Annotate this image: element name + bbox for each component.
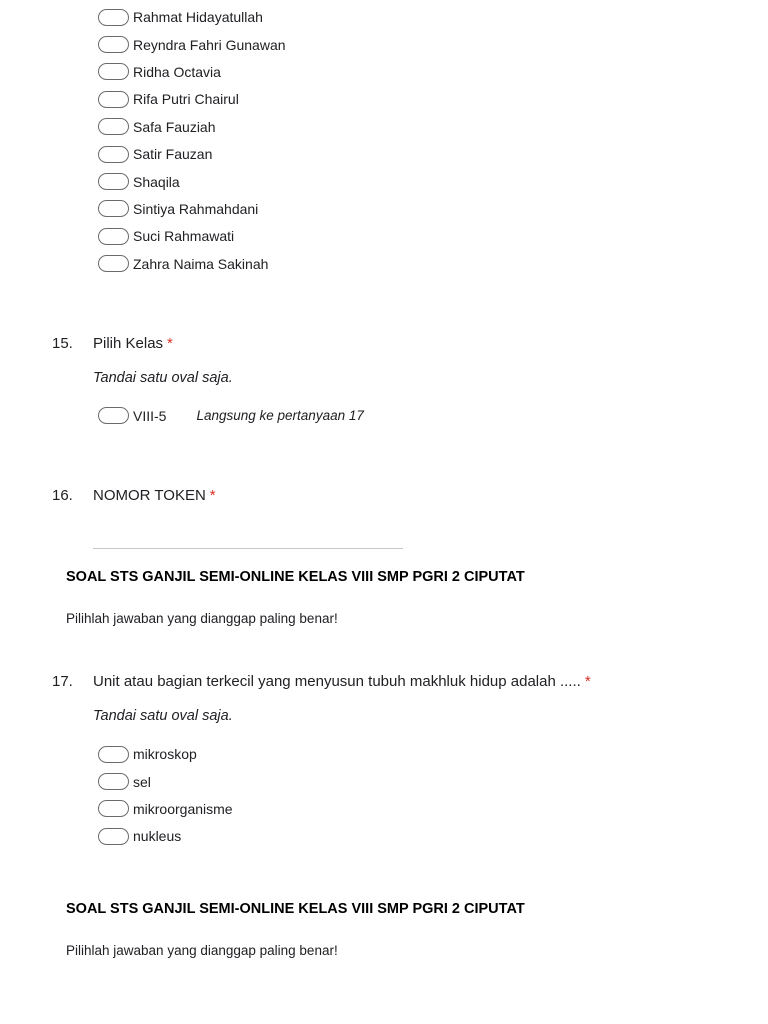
question-title: Pilih Kelas (93, 335, 164, 352)
question-number: 17. (52, 673, 73, 690)
question-number: 15. (52, 335, 73, 352)
section-title: SOAL STS GANJIL SEMI-ONLINE KELAS VIII SMP PGRI 2 CIPUTAT (66, 569, 525, 585)
option-row[interactable] (98, 168, 286, 195)
option-label: Rifa Putri Chairul (133, 91, 239, 108)
radio-oval[interactable] (98, 773, 129, 790)
option-row[interactable] (98, 86, 286, 113)
radio-oval[interactable] (98, 91, 129, 108)
option-label: Reyndra Fahri Gunawan (133, 36, 286, 53)
option-row[interactable] (98, 113, 286, 140)
option-row[interactable] (98, 768, 233, 795)
option-row[interactable] (98, 795, 233, 822)
option-label: Suci Rahmawati (133, 228, 235, 245)
option-row[interactable] (98, 250, 286, 277)
question-17-header (52, 673, 591, 690)
option-label: Shaqila (133, 173, 180, 190)
question-15-options (98, 402, 364, 429)
question-title: NOMOR TOKEN (93, 487, 206, 504)
radio-oval[interactable] (98, 173, 129, 190)
section-description: Pilihlah jawaban yang dianggap paling benar! (66, 611, 338, 626)
radio-oval[interactable] (98, 118, 129, 135)
radio-oval[interactable] (98, 828, 129, 845)
option-row[interactable] (98, 58, 286, 85)
option-row[interactable] (98, 741, 233, 768)
option-row[interactable] (98, 823, 233, 850)
option-label: nukleus (133, 828, 182, 845)
required-mark: * (167, 335, 173, 352)
radio-oval[interactable] (98, 228, 129, 245)
option-row[interactable] (98, 31, 286, 58)
option-row[interactable] (98, 195, 286, 222)
required-mark: * (209, 487, 216, 504)
option-row[interactable] (98, 140, 286, 167)
goto-section-note: Langsung ke pertanyaan 17 (196, 408, 364, 424)
radio-oval[interactable] (98, 200, 129, 217)
required-mark: * (584, 673, 591, 690)
radio-oval[interactable] (98, 63, 129, 80)
option-label: Safa Fauziah (133, 118, 216, 135)
option-row[interactable] (98, 402, 364, 429)
option-label: Ridha Octavia (133, 63, 221, 80)
question-hint: Tandai satu oval saja. (93, 370, 233, 386)
radio-oval[interactable] (98, 36, 129, 53)
prev-question-options (98, 4, 286, 278)
section-description: Pilihlah jawaban yang dianggap paling benar! (66, 943, 338, 958)
question-hint: Tandai satu oval saja. (93, 708, 233, 724)
option-label: VIII-5 (133, 407, 167, 424)
option-row[interactable] (98, 223, 286, 250)
option-label: mikroorganisme (133, 800, 233, 817)
question-16-header (52, 487, 216, 504)
radio-oval[interactable] (98, 407, 129, 424)
option-label: Zahra Naima Sakinah (133, 255, 269, 272)
question-15-header (52, 335, 173, 352)
option-label: mikroskop (133, 746, 197, 763)
section-title: SOAL STS GANJIL SEMI-ONLINE KELAS VIII SMP PGRI 2 CIPUTAT (66, 901, 525, 917)
radio-oval[interactable] (98, 9, 129, 26)
radio-oval[interactable] (98, 146, 129, 163)
option-label: Satir Fauzan (133, 146, 213, 163)
radio-oval[interactable] (98, 255, 129, 272)
radio-oval[interactable] (98, 800, 129, 817)
token-answer-line[interactable] (93, 548, 403, 549)
radio-oval[interactable] (98, 746, 129, 763)
option-label: sel (133, 773, 151, 790)
option-row[interactable] (98, 4, 286, 31)
option-label: Sintiya Rahmahdani (133, 200, 259, 217)
question-17-options (98, 741, 233, 851)
question-number: 16. (52, 487, 73, 504)
question-title: Unit atau bagian terkecil yang menyusun tubuh makhluk hidup adalah ..... (93, 673, 581, 690)
option-label: Rahmat Hidayatullah (133, 9, 263, 26)
